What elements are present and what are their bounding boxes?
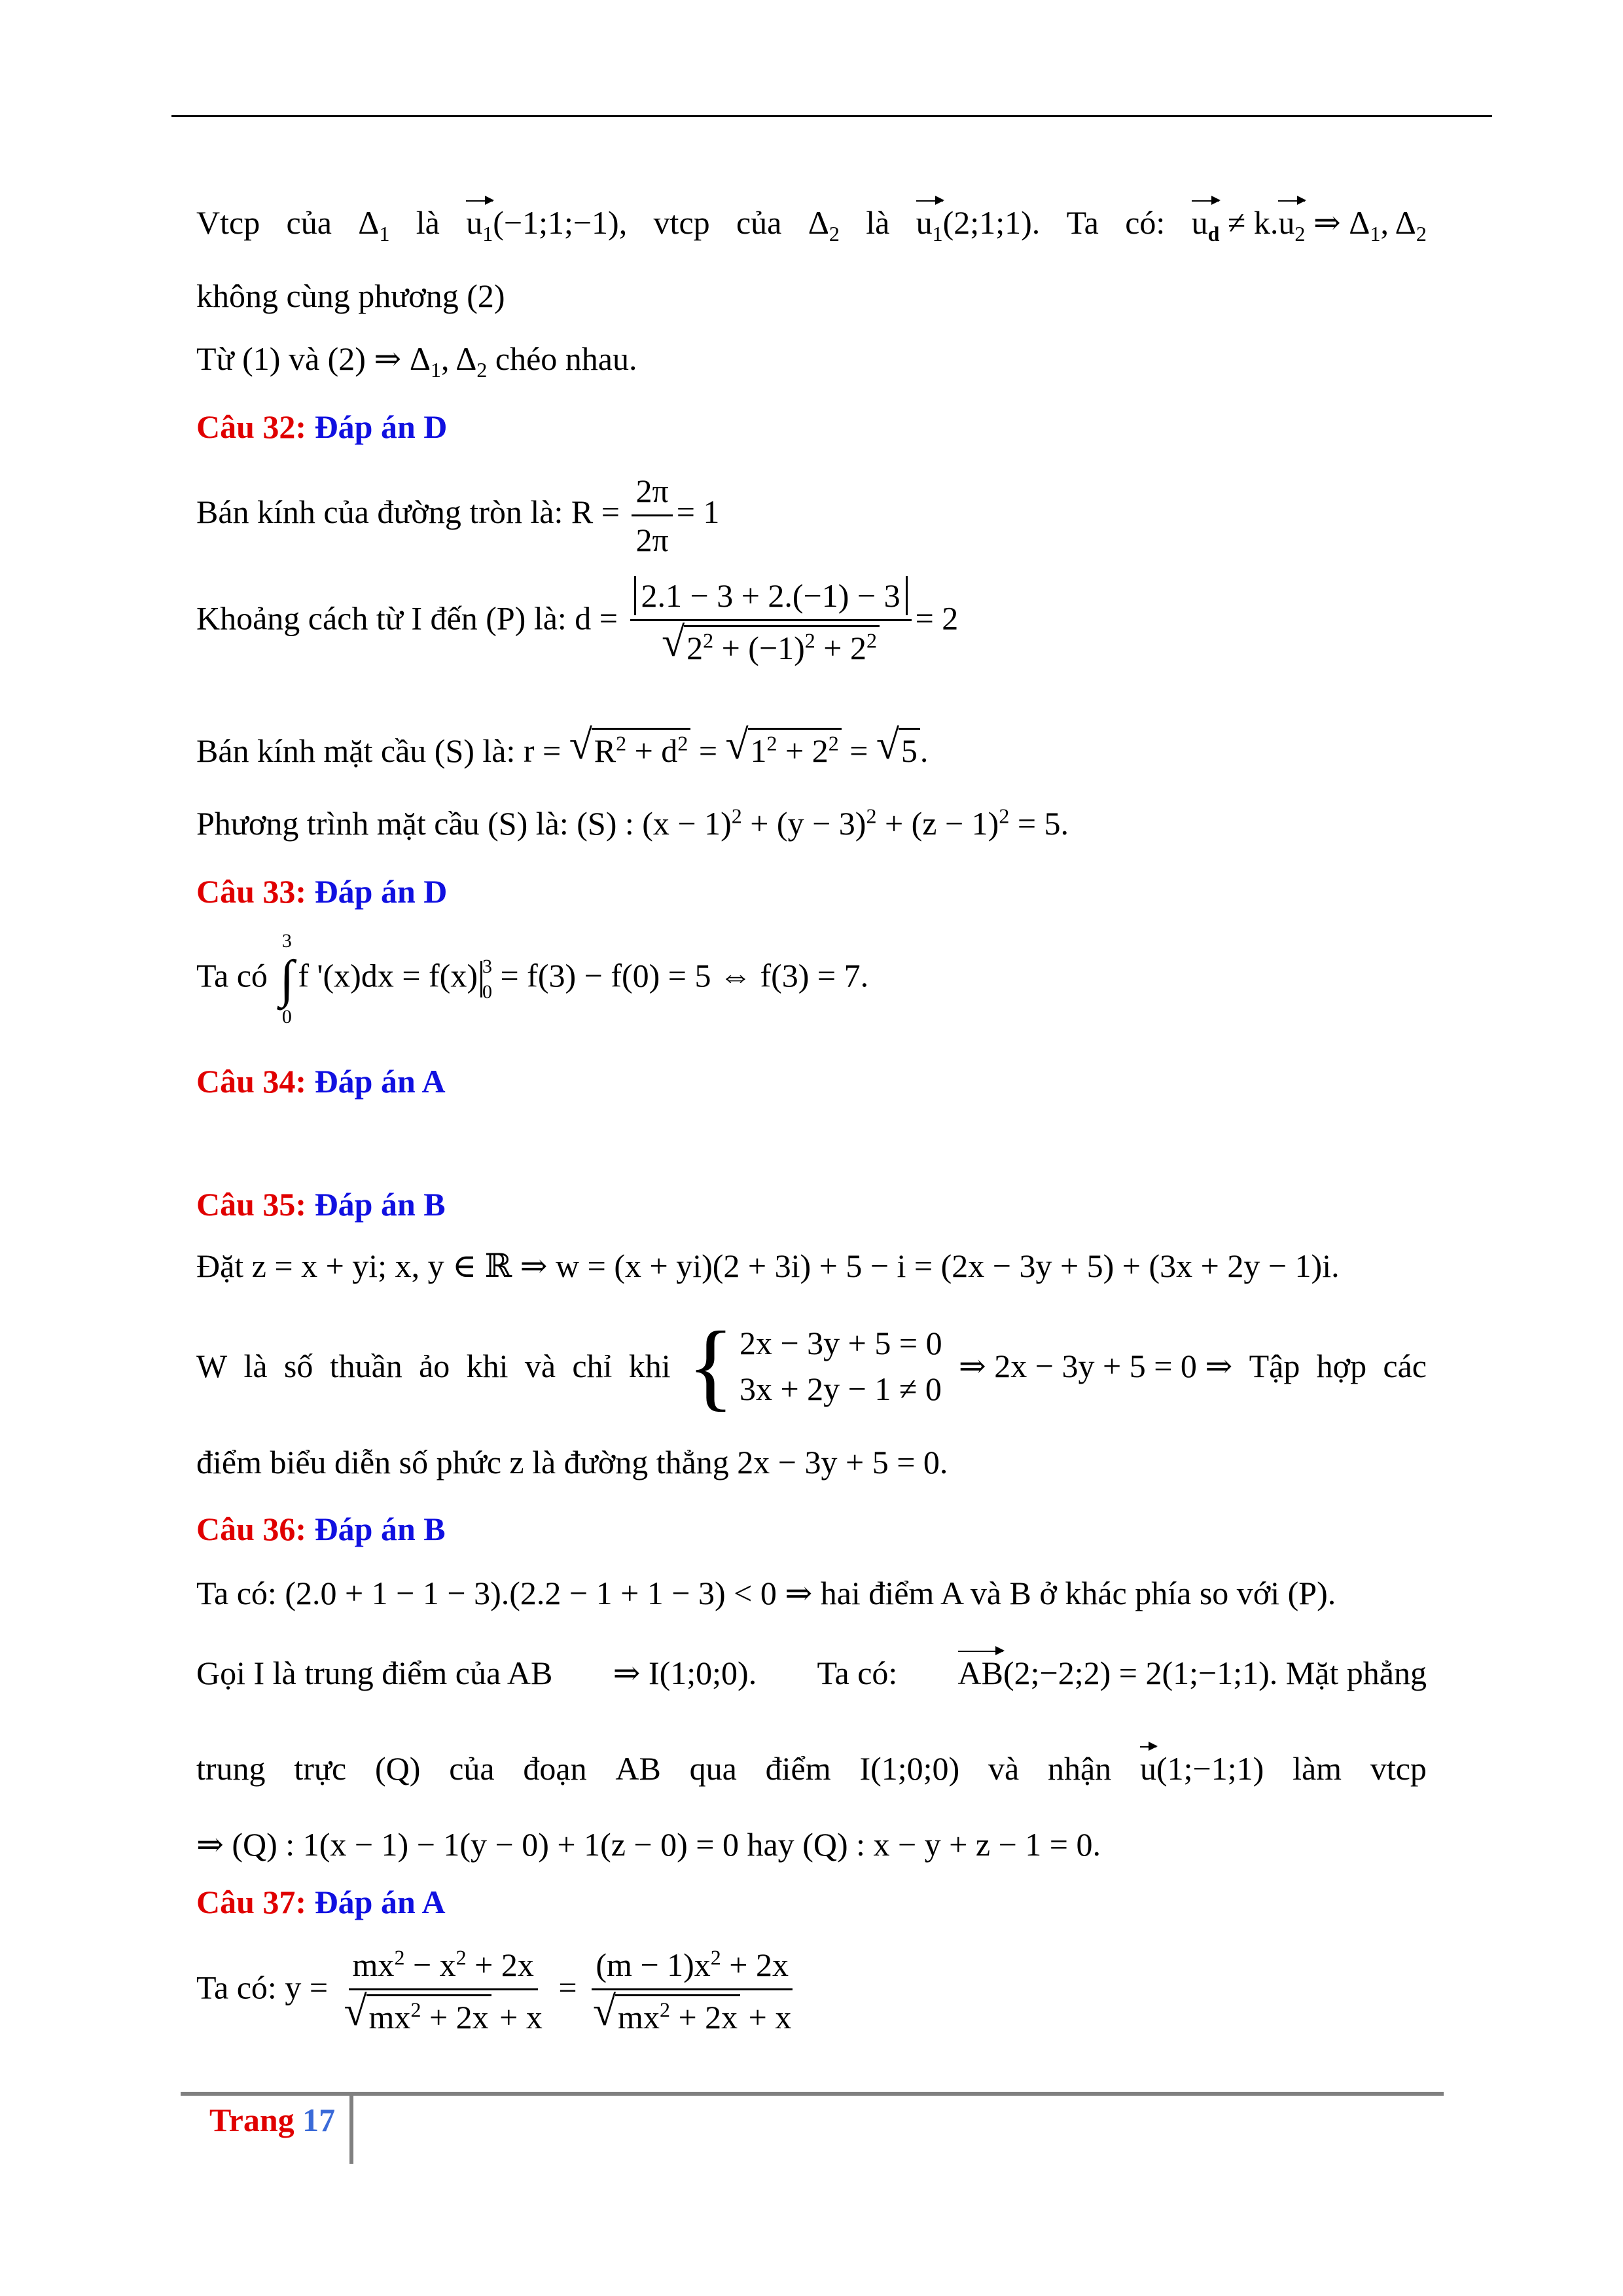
- text-line: trung trực (Q) của đoạn AB qua điểm I(1;0;0) và nhận u(1;−1;1) làm vtcp: [196, 1750, 1427, 1787]
- text-line: W là số thuần ảo khi và chỉ khi { 2x − 3y + 5 = 0 3x + 2y − 1 ≠ 0 ⇒ 2x − 3y + 5 = 0 ⇒ Tập hợp các: [196, 1312, 1427, 1420]
- math: $\Delta_1$: [358, 204, 390, 245]
- math: $u_d \ne k.u_2$ ⇒ $\Delta_1$, $\Delta_2$: [1191, 204, 1427, 245]
- text-line: Bán kính của đường tròn là: R = $\frac{2\pi}{2\pi}$ = 1: [196, 473, 720, 558]
- text-line: ⇒ (Q) : 1(x − 1) − 1(y − 0) + 1(z − 0) = 0 hay (Q) : x − y + z − 1 = 0.: [196, 1826, 1101, 1863]
- page-footer: [209, 2101, 335, 2139]
- text-line: không cùng phương (2): [196, 278, 505, 314]
- word: là: [416, 204, 440, 241]
- question-heading: Câu 37: Đáp án A: [196, 1884, 446, 1920]
- word: Vtcp: [196, 204, 260, 241]
- question-heading: Câu 32: Đáp án D: [196, 408, 448, 445]
- question-heading: Câu 35: Đáp án B: [196, 1186, 446, 1223]
- math: $u_1(-1;1;-1)$,: [466, 204, 628, 245]
- text-line: điểm biểu diễn số phức z là đường thẳng 2x − 3y + 5 = 0.: [196, 1444, 948, 1480]
- word: Ta: [1066, 204, 1099, 241]
- page-label: Trang: [209, 2102, 294, 2138]
- text-line: Ta có: (2.0 + 1 − 1 − 3).(2.2 − 1 + 1 − 3) < 0 ⇒ hai điểm A và B ở khác phía so với (P).: [196, 1575, 1336, 1611]
- equation-system: { 2x − 3y + 5 = 0 3x + 2y − 1 ≠ 0: [687, 1312, 942, 1420]
- word: vtcp: [653, 204, 710, 241]
- text-line: Khoảng cách từ I đến (P) là: d = 2.1 − 3 + 2.(−1) − 3 √ $2^2 + (-1)^2 + 2^2$ = 2: [196, 577, 959, 666]
- text-line: Gọi I là trung điểm của AB ⇒ I(1;0;0). Ta có: AB(2;−2;2) = 2(1;−1;1). Mặt phẳng: [196, 1655, 1427, 1691]
- text-line: Đặt z = x + yi; x, y ∈ ℝ ⇒ w = (x + yi)(2 + 3i) + 5 − i = (2x − 3y + 5) + (3x + 2y − 1)i.: [196, 1247, 1340, 1284]
- math: $u_1(2;1;1)$.: [916, 204, 1041, 245]
- word: của: [736, 204, 782, 241]
- page-number: 17: [302, 2102, 336, 2138]
- text-line: Từ (1) và (2) ⇒ $\Delta_1$, $\Delta_2$ chéo nhau.: [196, 340, 637, 382]
- text-line: [196, 203, 1427, 245]
- word: của: [286, 204, 332, 241]
- text-line: Ta có: y = $mx^2 - x^2 + 2x$ √ $mx^2 + 2x + x$ = $(m - 1)x^2 + 2x$ √ $mx^2 + 2x + x$: [196, 1945, 792, 2036]
- math: $\Delta_2$: [808, 204, 840, 245]
- footer-divider: [349, 2092, 353, 2164]
- word: là: [866, 204, 890, 241]
- question-heading: Câu 33: Đáp án D: [196, 873, 448, 910]
- question-heading: Câu 34: Đáp án A: [196, 1063, 446, 1100]
- word: có:: [1125, 204, 1166, 241]
- text-line: Bán kính mặt cầu (S) là: r = √ $R^2 + d^2$ = √ $1^2 + 2^2$ = √ 5.: [196, 721, 929, 769]
- text-line: Ta có 3 ∫ 0 f '(x)dx = f(x) 3 0 = f(3) − f(0) = 5 ⇔ f(3) = 7.: [196, 930, 869, 1028]
- header-rule: [171, 115, 1492, 117]
- text-line: Phương trình mặt cầu (S) là: (S) : $(x - 1)^2 + (y - 3)^2 + (z - 1)^2 = 5$.: [196, 804, 1069, 842]
- footer-rule: [181, 2092, 1444, 2096]
- question-heading: Câu 36: Đáp án B: [196, 1511, 446, 1547]
